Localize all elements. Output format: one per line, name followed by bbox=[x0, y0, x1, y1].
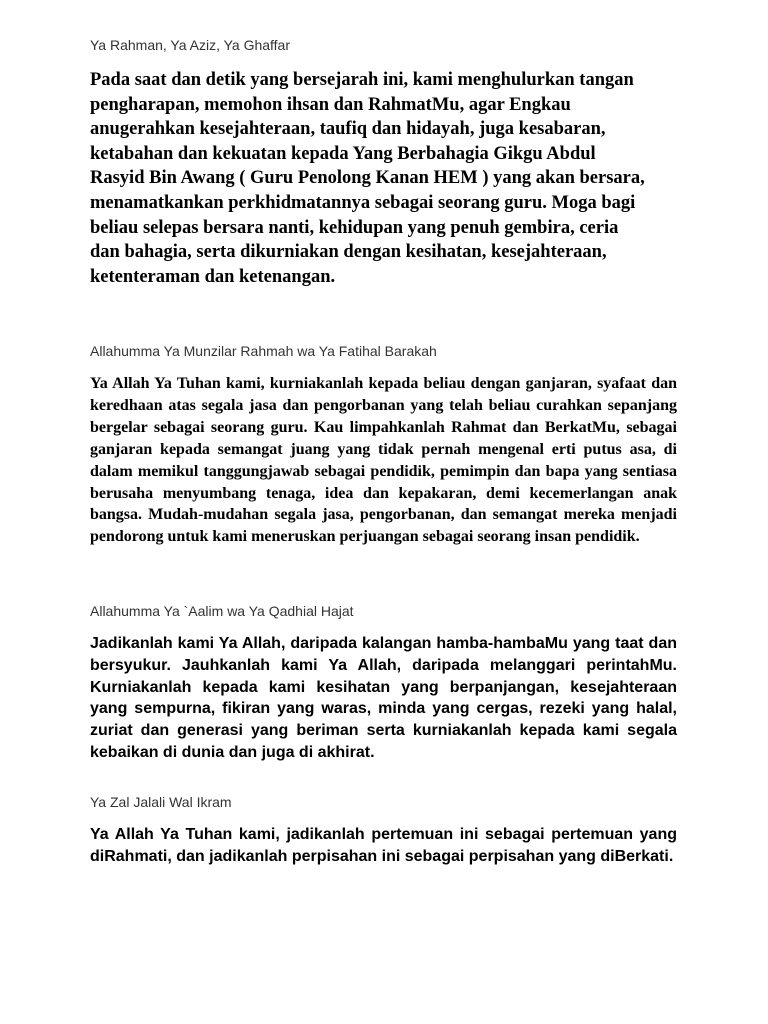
section-1-paragraph: Pada saat dan detik yang bersejarah ini, kami menghulurkan tangan pengharapan, memohon ihsan dan RahmatMu, agar Engkau anugerahkan kesejahteraan, taufiq dan hidayah, juga kesabaran, ketabahan dan kekuatan kepada Yang Berbahagia Gikgu Abdul Rasyid Bin Awang ( Guru Penolong Kanan HEM ) yang akan bersara, menamatkankan perkhidmatannya sebagai seorang guru. Moga bagi beliau selepas bersara nanti, kehidupan yang penuh gembira, ceria dan bahagia, serta dikurniakan dengan kesihatan, kesejahteraan, ketenteraman dan ketenangan. bbox=[90, 70, 645, 287]
section-4-paragraph: Ya Allah Ya Tuhan kami, jadikanlah pertemuan ini sebagai pertemuan yang diRahmati, dan jadikanlah perpisahan ini sebagai perpisahan yang diBerkati. bbox=[90, 826, 677, 865]
section-2-paragraph: Ya Allah Ya Tuhan kami, kurniakanlah kepada beliau dengan ganjaran, syafaat dan keredhaan atas segala jasa dan pengorbanan yang telah beliau curahkan sepanjang bergelar sebagai seorang guru. Kau limpahkanlah Rahmat dan BerkatMu, sebagai ganjaran kepada semangat juang yang tidak pernah mengenal erti putus asa, di dalam memikul tanggungjawab sebagai pendidik, pemimpin dan bapa yang sentiasa berusaha menyumbang tenaga, idea dan kepakaran, demi kecemerlangan anak bangsa. Mudah-mudahan segala jasa, pengorbanan, dan semangat mereka menjadi pendorong untuk kami meneruskan perjuangan sebagai seorang insan pendidik. bbox=[90, 375, 677, 546]
section-1-heading: Ya Rahman, Ya Aziz, Ya Ghaffar bbox=[90, 37, 291, 53]
section-3-heading: Allahumma Ya `Aalim wa Ya Qadhial Hajat bbox=[90, 603, 354, 619]
section-2-heading: Allahumma Ya Munzilar Rahmah wa Ya Fatihal Barakah bbox=[90, 343, 437, 359]
section-4-heading: Ya Zal Jalali Wal Ikram bbox=[90, 794, 232, 810]
section-3-paragraph: Jadikanlah kami Ya Allah, daripada kalangan hamba-hambaMu yang taat dan bersyukur. Jauhkanlah kami Ya Allah, daripada melanggari perintahMu. Kurniakanlah kepada kami kesihatan yang berpanjangan, kesejahteraan yang sempurna, fikiran yang waras, minda yang cergas, rezeki yang halal, zuriat dan generasi yang beriman serta kurniakanlah kepada kami segala kebaikan di dunia dan juga di akhirat. bbox=[90, 635, 677, 761]
